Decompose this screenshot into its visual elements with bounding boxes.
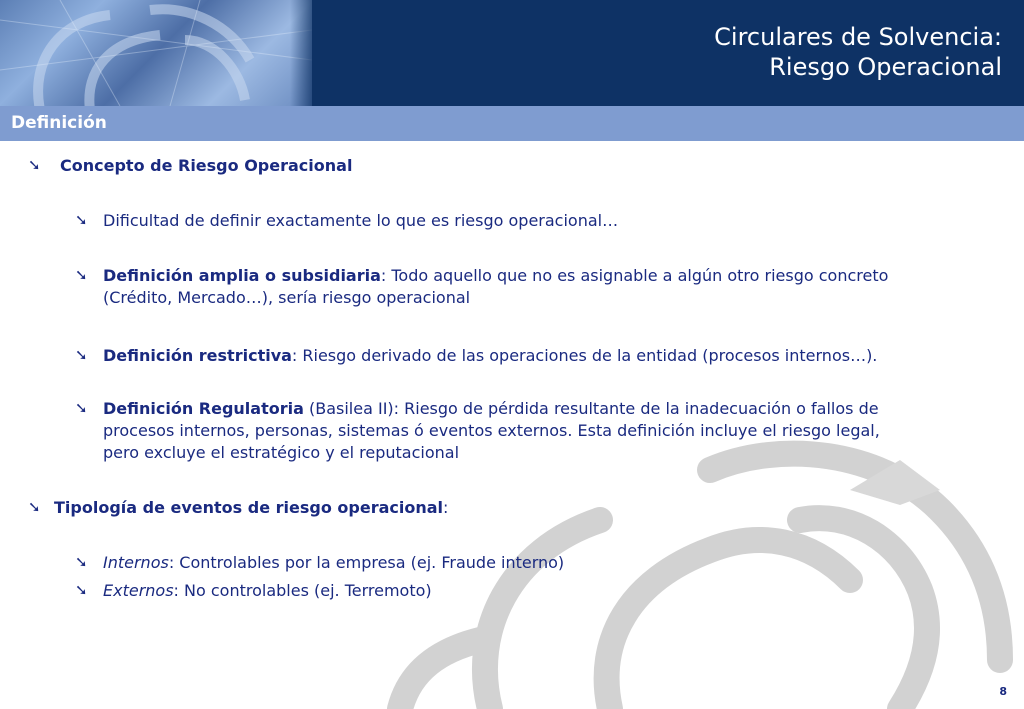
heading-tipologia	[54, 497, 448, 519]
text-definicion-amplia-2: (Crédito, Mercado…), sería riesgo operacional	[103, 288, 471, 307]
arrow-bullet-icon: ➘	[75, 553, 88, 571]
term-externos: Externos	[103, 581, 174, 600]
term-definicion-restrictiva: Definición restrictiva	[103, 346, 292, 365]
text-definicion-restrictiva: : Riesgo derivado de las operaciones de la entidad (procesos internos…).	[291, 346, 878, 365]
section-label: Definición	[11, 113, 107, 133]
term-internos: Internos	[103, 553, 169, 572]
heading-concepto: Concepto de Riesgo Operacional	[60, 156, 353, 175]
paragraph-definicion-restrictiva	[103, 345, 983, 367]
heading-tipologia-colon: :	[443, 498, 449, 517]
paragraph-definicion-regulatoria	[103, 398, 1003, 464]
arrow-bullet-icon: ➘	[75, 581, 88, 599]
text-internos: : Controlables por la empresa (ej. Fraude interno)	[168, 553, 565, 572]
arrow-bullet-icon: ➘	[75, 266, 88, 284]
term-definicion-amplia: Definición amplia o subsidiaria	[103, 266, 381, 285]
text-definicion-regulatoria-2: procesos internos, personas, sistemas ó eventos externos. Esta definición incluye el riesgo legal,	[103, 421, 880, 440]
arrow-bullet-icon: ➘	[75, 211, 88, 229]
paragraph-dificultad: Dificultad de definir exactamente lo que es riesgo operacional…	[103, 211, 619, 230]
arrow-bullet-icon: ➘	[75, 346, 88, 364]
text-definicion-regulatoria-3: pero excluye el estratégico y el reputacional	[103, 443, 460, 462]
arrow-bullet-icon: ➘	[28, 498, 41, 516]
text-externos: : No controlables (ej. Terremoto)	[173, 581, 432, 600]
heading-tipologia-text: Tipología de eventos de riesgo operacional	[54, 498, 444, 517]
page-number: 8	[999, 685, 1007, 698]
paragraph-definicion-amplia	[103, 265, 983, 309]
text-definicion-regulatoria: (Basilea II): Riesgo de pérdida resultante de la inadecuación o fallos de	[303, 399, 879, 418]
term-definicion-regulatoria: Definición Regulatoria	[103, 399, 304, 418]
arrow-bullet-icon: ➘	[75, 399, 88, 417]
title-line-1: Circulares de Solvencia:	[714, 23, 1002, 51]
paragraph-externos	[103, 580, 432, 602]
title-line-2: Riesgo Operacional	[769, 53, 1002, 81]
paragraph-internos	[103, 552, 564, 574]
arrow-bullet-icon: ➘	[28, 156, 41, 174]
text-definicion-amplia: : Todo aquello que no es asignable a algún otro riesgo concreto	[380, 266, 889, 285]
